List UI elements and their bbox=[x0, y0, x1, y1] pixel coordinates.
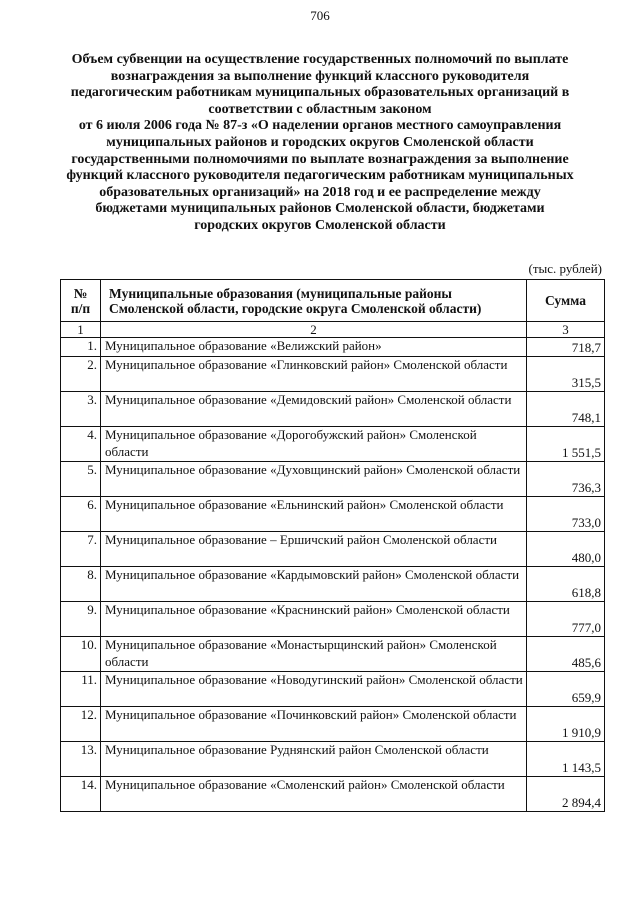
row-number: 8. bbox=[61, 567, 101, 602]
row-name: Муниципальное образование «Новодугинский район» Смоленской области bbox=[101, 672, 527, 707]
row-number: 12. bbox=[61, 707, 101, 742]
row-sum: 485,6 bbox=[527, 637, 605, 672]
row-name: Муниципальное образование «Велижский район» bbox=[101, 338, 527, 357]
row-name: Муниципальное образование «Демидовский район» Смоленской области bbox=[101, 392, 527, 427]
table-row bbox=[61, 462, 605, 497]
index-cell: 3 bbox=[527, 322, 605, 338]
row-sum: 748,1 bbox=[527, 392, 605, 427]
row-number: 10. bbox=[61, 637, 101, 672]
row-name: Муниципальное образование «Краснинский район» Смоленской области bbox=[101, 602, 527, 637]
row-name: Муниципальное образование «Духовщинский район» Смоленской области bbox=[101, 462, 527, 497]
table-row bbox=[61, 777, 605, 812]
table-row bbox=[61, 357, 605, 392]
table-row bbox=[61, 707, 605, 742]
column-index-row bbox=[61, 322, 605, 338]
header-num-line2: п/п bbox=[70, 300, 91, 316]
table-row bbox=[61, 392, 605, 427]
title-line: образовательных организаций» на 2018 год и ее распределение между bbox=[99, 184, 541, 200]
title-line: от 6 июля 2006 года № 87-з «О наделении органов местного самоуправления bbox=[78, 118, 562, 134]
title-line: бюджетами муниципальных районов Смоленской области, бюджетами bbox=[95, 201, 545, 217]
table-row bbox=[61, 602, 605, 637]
row-sum: 1 143,5 bbox=[527, 742, 605, 777]
table-row bbox=[61, 338, 605, 357]
row-sum: 1 551,5 bbox=[527, 427, 605, 462]
table-row bbox=[61, 532, 605, 567]
row-sum: 480,0 bbox=[527, 532, 605, 567]
title-line: муниципальных районов и городских округов Смоленской области bbox=[106, 134, 534, 150]
row-sum: 1 910,9 bbox=[527, 707, 605, 742]
subvention-table bbox=[60, 279, 605, 812]
row-sum: 2 894,4 bbox=[527, 777, 605, 812]
row-number: 1. bbox=[61, 338, 101, 357]
header-num bbox=[61, 280, 101, 322]
title-line: функций классного руководителя педагогическим работникам муниципальных bbox=[66, 168, 574, 184]
row-name: Муниципальное образование «Монастырщинский район» Смоленской области bbox=[101, 637, 527, 672]
table-row bbox=[61, 497, 605, 532]
title-line: соответствии с областным законом bbox=[208, 101, 432, 117]
title-line: педагогическим работникам муниципальных образовательных организаций в bbox=[70, 85, 570, 101]
units-label: (тыс. рублей) bbox=[528, 261, 602, 276]
index-cell: 2 bbox=[101, 322, 527, 338]
row-sum: 618,8 bbox=[527, 567, 605, 602]
title-line: вознаграждения за выполнение функций классного руководителя bbox=[110, 68, 530, 84]
row-sum: 659,9 bbox=[527, 672, 605, 707]
row-sum: 315,5 bbox=[527, 357, 605, 392]
row-number: 13. bbox=[61, 742, 101, 777]
row-number: 5. bbox=[61, 462, 101, 497]
table-row bbox=[61, 637, 605, 672]
header-sum: Сумма bbox=[527, 280, 605, 322]
row-sum: 733,0 bbox=[527, 497, 605, 532]
row-number: 7. bbox=[61, 532, 101, 567]
row-name: Муниципальное образование «Глинковский район» Смоленской области bbox=[101, 357, 527, 392]
row-number: 2. bbox=[61, 357, 101, 392]
row-sum: 718,7 bbox=[527, 338, 605, 357]
row-name: Муниципальное образование «Дорогобужский район» Смоленской области bbox=[101, 427, 527, 462]
header-name: Муниципальные образования (муниципальные районы Смоленской области, городские округа Смоленской области) bbox=[101, 280, 527, 322]
page-number: 706 bbox=[310, 8, 330, 23]
row-name: Муниципальное образование – Ершичский район Смоленской области bbox=[101, 532, 527, 567]
row-name: Муниципальное образование «Ельнинский район» Смоленской области bbox=[101, 497, 527, 532]
document-title bbox=[52, 52, 588, 235]
row-number: 3. bbox=[61, 392, 101, 427]
index-cell: 1 bbox=[61, 322, 101, 338]
row-name: Муниципальное образование «Смоленский район» Смоленской области bbox=[101, 777, 527, 812]
row-number: 14. bbox=[61, 777, 101, 812]
row-number: 9. bbox=[61, 602, 101, 637]
table-row bbox=[61, 672, 605, 707]
table-row bbox=[61, 567, 605, 602]
row-number: 6. bbox=[61, 497, 101, 532]
title-line: городских округов Смоленской области bbox=[194, 217, 446, 233]
row-sum: 777,0 bbox=[527, 602, 605, 637]
table-row bbox=[61, 427, 605, 462]
row-number: 11. bbox=[61, 672, 101, 707]
row-sum: 736,3 bbox=[527, 462, 605, 497]
row-number: 4. bbox=[61, 427, 101, 462]
row-name: Муниципальное образование «Кардымовский район» Смоленской области bbox=[101, 567, 527, 602]
table-row bbox=[61, 742, 605, 777]
title-line: государственными полномочиями по выплате вознаграждения за выполнение bbox=[71, 151, 569, 167]
header-num-line1: № bbox=[73, 285, 88, 301]
row-name: Муниципальное образование Руднянский район Смоленской области bbox=[101, 742, 527, 777]
table-header-row bbox=[61, 280, 605, 322]
row-name: Муниципальное образование «Починковский район» Смоленской области bbox=[101, 707, 527, 742]
title-line: Объем субвенции на осуществление государственных полномочий по выплате bbox=[71, 52, 569, 67]
